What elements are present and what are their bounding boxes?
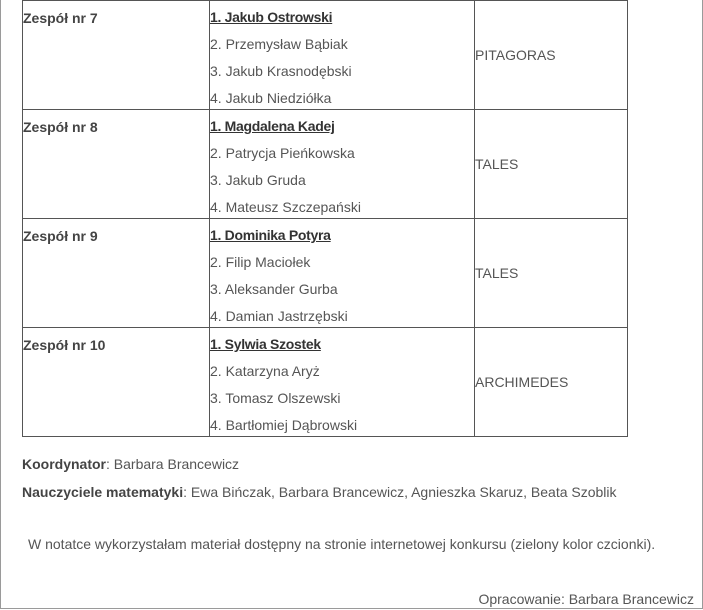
team-leader: 1. Magdalena Kadej	[210, 118, 335, 134]
coordinator-line	[22, 456, 239, 472]
teachers-label: Nauczyciele matematyki	[22, 484, 184, 500]
team-leader: 1. Sylwia Szostek	[210, 336, 321, 352]
source-note: W notatce wykorzystałam materiał dostępny na stronie internetowej konkursu (zielony kolor czcionki).	[28, 536, 656, 552]
team-member: 3. Jakub Gruda	[210, 172, 306, 188]
team-row	[23, 328, 628, 437]
team-row	[23, 219, 628, 328]
school-cell	[475, 110, 628, 219]
team-member: 2. Katarzyna Aryż	[210, 363, 320, 379]
team-member: 2. Patrycja Pieńkowska	[210, 145, 355, 161]
members-cell	[210, 1, 475, 110]
team-leader: 1. Jakub Ostrowski	[210, 9, 333, 25]
team-row	[23, 110, 628, 219]
school-cell	[475, 219, 628, 328]
school-cell	[475, 1, 628, 110]
school-cell	[475, 328, 628, 437]
teachers-line	[22, 484, 617, 500]
coordinator-value: : Barbara Brancewicz	[106, 456, 240, 472]
team-cell	[23, 219, 210, 328]
team-cell	[23, 328, 210, 437]
coordinator-label: Koordynator	[22, 456, 106, 472]
school-name: ARCHIMEDES	[475, 374, 569, 390]
team-cell	[23, 110, 210, 219]
team-member: 4. Bartłomiej Dąbrowski	[210, 417, 358, 433]
members-cell	[210, 328, 475, 437]
teachers-value: : Ewa Bińczak, Barbara Brancewicz, Agnieszka Skaruz, Beata Szoblik	[183, 484, 617, 500]
team-member: 3. Jakub Krasnodębski	[210, 63, 352, 79]
team-row	[23, 1, 628, 110]
team-cell	[23, 1, 210, 110]
team-member: 4. Mateusz Szczepański	[210, 199, 361, 215]
team-member: 2. Przemysław Bąbiak	[210, 36, 348, 52]
teams-table	[22, 0, 628, 437]
team-label: Zespół nr 8	[23, 119, 98, 135]
school-name: PITAGORAS	[475, 47, 556, 63]
team-member: 4. Jakub Niedziółka	[210, 90, 332, 106]
team-label: Zespół nr 9	[23, 228, 98, 244]
members-cell	[210, 110, 475, 219]
team-label: Zespół nr 10	[23, 337, 106, 353]
school-name: TALES	[475, 265, 519, 281]
team-label: Zespół nr 7	[23, 10, 98, 26]
team-member: 4. Damian Jastrzębski	[210, 308, 348, 324]
members-cell	[210, 219, 475, 328]
team-member: 3. Tomasz Olszewski	[210, 390, 341, 406]
team-member: 2. Filip Maciołek	[210, 254, 311, 270]
team-leader: 1. Dominika Potyra	[210, 227, 331, 243]
author-credit: Opracowanie: Barbara Brancewicz	[478, 591, 694, 607]
team-member: 3. Aleksander Gurba	[210, 281, 338, 297]
school-name: TALES	[475, 156, 519, 172]
